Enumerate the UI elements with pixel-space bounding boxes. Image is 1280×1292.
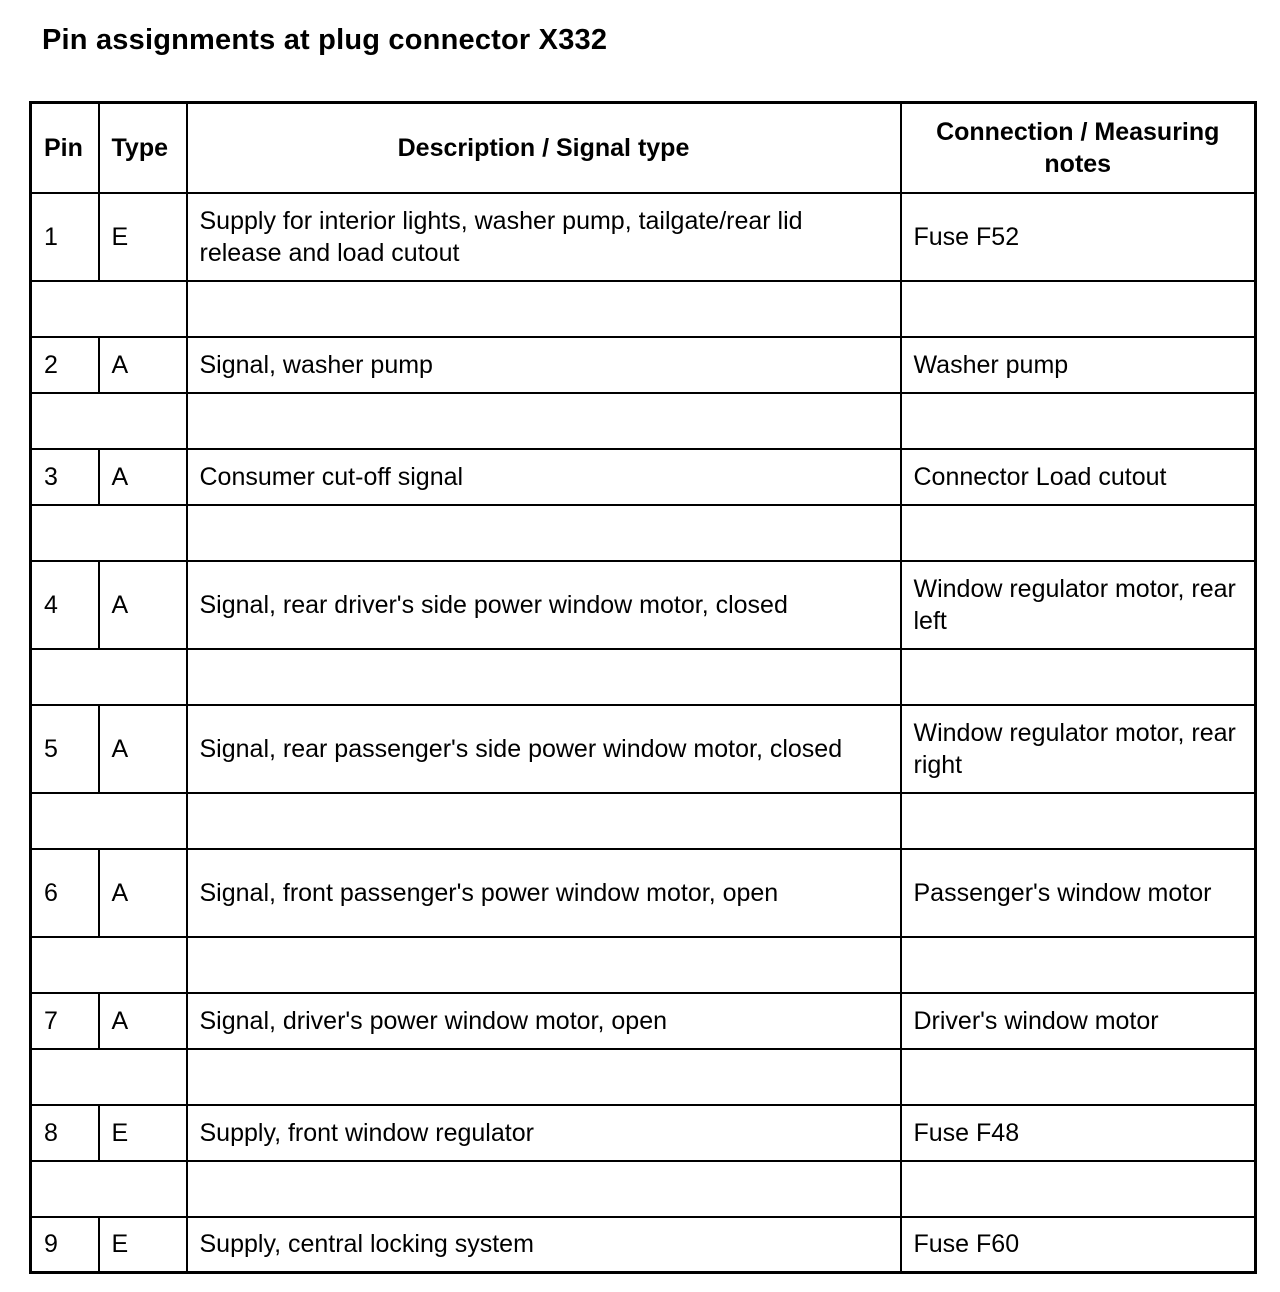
type-cell: A [99,449,187,505]
pin-cell: 8 [31,1105,99,1161]
description-cell: Signal, front passenger's power window motor, open [187,849,901,937]
pin-cell: 7 [31,993,99,1049]
connection-cell: Window regulator motor, rear left [901,561,1256,649]
pin-cell: 9 [31,1217,99,1273]
table-row [31,561,1256,649]
spacer-row [31,649,1256,705]
connection-cell: Fuse F52 [901,193,1256,281]
table-header-row [31,103,1256,193]
spacer-row [31,1049,1256,1105]
table-row [31,1105,1256,1161]
description-cell: Signal, driver's power window motor, open [187,993,901,1049]
connection-cell: Passenger's window motor [901,849,1256,937]
table-row [31,449,1256,505]
connection-cell: Window regulator motor, rear right [901,705,1256,793]
pin-cell: 1 [31,193,99,281]
pin-cell: 6 [31,849,99,937]
table-row [31,1217,1256,1273]
connection-cell: Fuse F60 [901,1217,1256,1273]
description-cell: Signal, rear passenger's side power window motor, closed [187,705,901,793]
description-cell: Signal, rear driver's side power window motor, closed [187,561,901,649]
header-type: Type [99,103,187,193]
type-cell: A [99,705,187,793]
connection-cell: Driver's window motor [901,993,1256,1049]
type-cell: A [99,849,187,937]
pin-cell: 2 [31,337,99,393]
table-row [31,337,1256,393]
description-cell: Supply for interior lights, washer pump, tailgate/rear lid release and load cutout [187,193,901,281]
pin-cell: 5 [31,705,99,793]
type-cell: E [99,1105,187,1161]
spacer-row [31,281,1256,337]
spacer-row [31,937,1256,993]
pin-cell: 4 [31,561,99,649]
description-cell: Supply, front window regulator [187,1105,901,1161]
type-cell: A [99,993,187,1049]
pin-cell: 3 [31,449,99,505]
spacer-row [31,505,1256,561]
description-cell: Consumer cut-off signal [187,449,901,505]
type-cell: E [99,193,187,281]
table-row [31,193,1256,281]
spacer-row [31,393,1256,449]
header-connection: Connection / Measuring notes [901,103,1256,193]
description-cell: Supply, central locking system [187,1217,901,1273]
type-cell: E [99,1217,187,1273]
page-title: Pin assignments at plug connector X332 [42,24,608,56]
connection-cell: Washer pump [901,337,1256,393]
spacer-row [31,793,1256,849]
table-row [31,993,1256,1049]
type-cell: A [99,337,187,393]
table-row [31,849,1256,937]
connection-cell: Connector Load cutout [901,449,1256,505]
header-description: Description / Signal type [187,103,901,193]
pin-assignment-table [29,101,1257,1274]
type-cell: A [99,561,187,649]
spacer-row [31,1161,1256,1217]
header-pin: Pin [31,103,99,193]
description-cell: Signal, washer pump [187,337,901,393]
table-row [31,705,1256,793]
connection-cell: Fuse F48 [901,1105,1256,1161]
